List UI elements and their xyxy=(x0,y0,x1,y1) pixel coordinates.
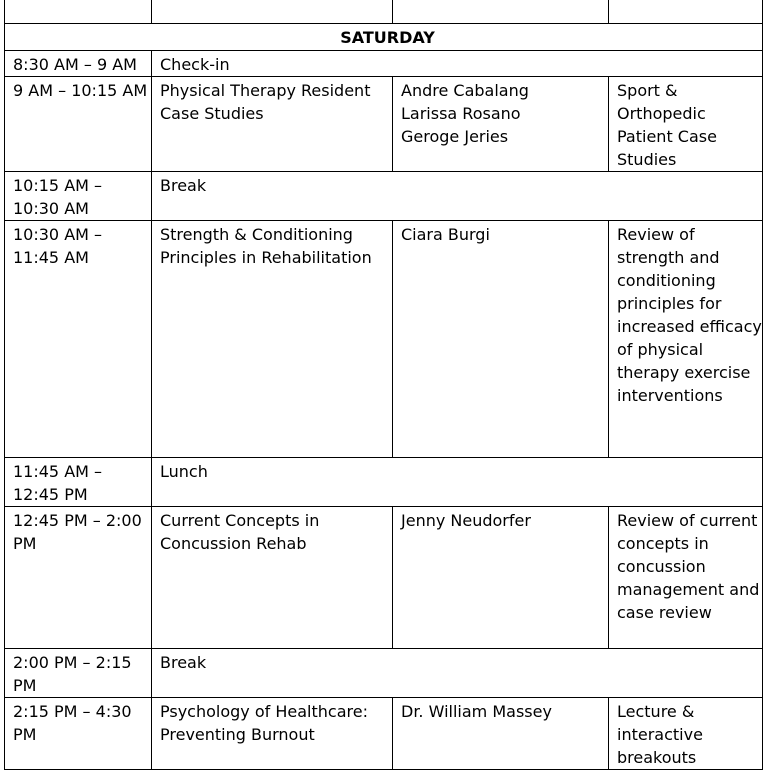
empty-cell xyxy=(5,0,152,24)
time-cell: 8:30 AM – 9 AM xyxy=(5,51,152,77)
time-cell: 2:15 PM – 4:30 PM xyxy=(5,698,152,770)
description-cell: Lecture & interactive breakouts xyxy=(609,698,763,770)
presenters-cell: Ciara Burgi xyxy=(393,221,609,458)
description-cell: Review of strength and conditioning principles for increased efficacy of physical therapy exercise interventions xyxy=(609,221,763,458)
session-cell: Physical Therapy Resident Case Studies xyxy=(152,77,393,172)
time-cell: 12:45 PM – 2:00 PM xyxy=(5,507,152,649)
table-row xyxy=(5,51,763,77)
empty-cell xyxy=(152,0,393,24)
table-row xyxy=(5,649,763,698)
presenters-cell: Dr. William Massey xyxy=(393,698,609,770)
time-cell: 9 AM – 10:15 AM xyxy=(5,77,152,172)
session-cell: Psychology of Healthcare: Preventing Burnout xyxy=(152,698,393,770)
presenters-cell: Jenny Neudorfer xyxy=(393,507,609,649)
time-cell: 10:30 AM – 11:45 AM xyxy=(5,221,152,458)
table-row xyxy=(5,221,763,458)
day-header: SATURDAY xyxy=(5,24,763,51)
presenters-cell: Andre Cabalang Larissa Rosano Geroge Jeries xyxy=(393,77,609,172)
table-row xyxy=(5,458,763,507)
session-cell: Check-in xyxy=(152,51,763,77)
schedule-table xyxy=(4,0,763,770)
table-row xyxy=(5,507,763,649)
session-cell: Current Concepts in Concussion Rehab xyxy=(152,507,393,649)
time-cell: 2:00 PM – 2:15 PM xyxy=(5,649,152,698)
empty-cell xyxy=(393,0,609,24)
session-cell: Lunch xyxy=(152,458,763,507)
session-cell: Break xyxy=(152,172,763,221)
description-cell: Sport & Orthopedic Patient Case Studies xyxy=(609,77,763,172)
top-border-row xyxy=(5,0,763,24)
day-header-row xyxy=(5,24,763,51)
table-row xyxy=(5,172,763,221)
table-row xyxy=(5,77,763,172)
description-cell: Review of current concepts in concussion management and case review xyxy=(609,507,763,649)
time-cell: 11:45 AM – 12:45 PM xyxy=(5,458,152,507)
empty-cell xyxy=(609,0,763,24)
table-row xyxy=(5,698,763,770)
session-cell: Break xyxy=(152,649,763,698)
session-cell: Strength & Conditioning Principles in Rehabilitation xyxy=(152,221,393,458)
time-cell: 10:15 AM – 10:30 AM xyxy=(5,172,152,221)
